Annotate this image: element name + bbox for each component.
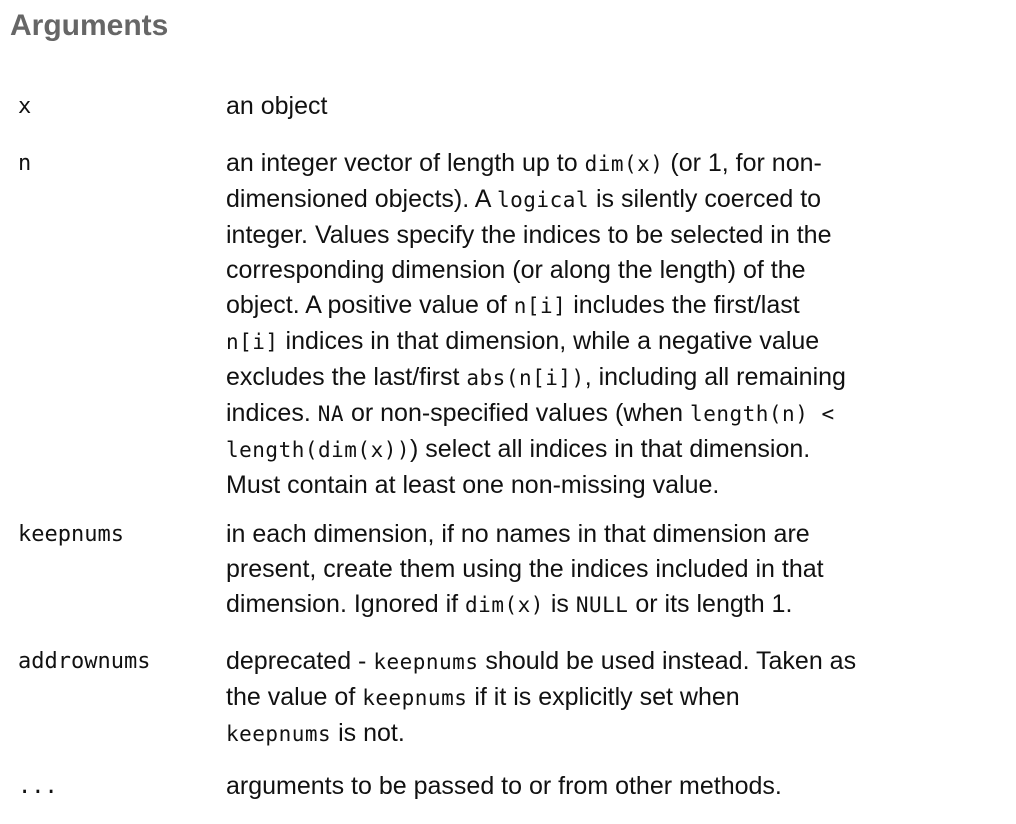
description-text: (or 1, for non-	[663, 149, 822, 177]
description-text: dimensioned objects). A	[226, 185, 497, 213]
inline-code: dim(x)	[465, 593, 544, 617]
description-text: , including all remaining	[584, 363, 846, 391]
description-line	[226, 253, 1006, 288]
description-text: ) select all indices in that dimension.	[410, 435, 811, 463]
description-text: object. A positive value of	[226, 291, 514, 319]
description-line	[226, 680, 1006, 716]
arg-desc-n	[226, 146, 1006, 503]
inline-code: n[i]	[513, 294, 567, 318]
description-text: an object	[226, 92, 328, 120]
description-text: indices in that dimension, while a negative value	[278, 327, 820, 355]
description-text: an integer vector of length up to	[226, 149, 585, 177]
inline-code: NULL	[575, 593, 629, 617]
description-line	[226, 360, 1006, 396]
inline-code: keepnums	[362, 686, 468, 710]
description-text: or non-specified values (when	[344, 399, 691, 427]
inline-code: keepnums	[373, 650, 479, 674]
arg-name-addrownums: addrownums	[18, 649, 151, 674]
description-line	[226, 146, 1006, 182]
description-text: is	[543, 590, 576, 618]
arg-desc-x	[226, 89, 1006, 124]
section-heading: Arguments	[10, 9, 169, 42]
description-text: excludes the last/first	[226, 363, 467, 391]
description-line	[226, 324, 1006, 360]
inline-code: length(dim(x))	[226, 438, 411, 462]
inline-code: NA	[317, 402, 345, 426]
description-text: in each dimension, if no names in that dimension are	[226, 520, 810, 548]
description-line	[226, 288, 1006, 324]
arg-desc-dots	[226, 769, 1006, 804]
description-text: if it is explicitly set when	[467, 683, 740, 711]
inline-code: n[i]	[226, 330, 279, 354]
inline-code: logical	[497, 188, 590, 212]
description-text: indices.	[226, 399, 318, 427]
arg-desc-keepnums	[226, 517, 1006, 623]
arg-name-x: x	[18, 94, 32, 119]
description-text: Must contain at least one non-missing value.	[226, 471, 720, 499]
description-text: present, create them using the indices included in that	[226, 555, 824, 583]
description-text: is silently coerced to	[589, 185, 822, 213]
description-line	[226, 432, 1006, 468]
description-line	[226, 716, 1006, 752]
arg-name-keepnums: keepnums	[18, 522, 124, 547]
description-text: arguments to be passed to or from other methods.	[226, 772, 782, 800]
description-line	[226, 644, 1006, 680]
inline-code: abs(n[i])	[466, 366, 585, 390]
description-line	[226, 769, 1006, 804]
description-line	[226, 552, 1006, 587]
description-text: the value of	[226, 683, 363, 711]
description-text: dimension. Ignored if	[226, 590, 466, 618]
description-line	[226, 89, 1006, 124]
description-text: corresponding dimension (or along the length) of the	[226, 256, 806, 284]
description-line	[226, 468, 1006, 503]
arg-name-n: n	[18, 151, 32, 176]
description-line	[226, 218, 1006, 253]
arg-desc-addrownums	[226, 644, 1006, 752]
description-text: includes the first/last	[566, 291, 800, 319]
inline-code: dim(x)	[584, 152, 664, 176]
inline-code: keepnums	[226, 722, 332, 746]
description-text: is not.	[331, 719, 405, 747]
arg-name-dots: ...	[18, 774, 58, 799]
inline-code: length(n) <	[690, 402, 835, 426]
description-line	[226, 517, 1006, 552]
description-text: integer. Values specify the indices to be selected in the	[226, 221, 832, 249]
description-text: deprecated -	[226, 647, 374, 675]
description-text: or its length 1.	[628, 590, 793, 618]
description-line	[226, 182, 1006, 218]
description-text: should be used instead. Taken as	[478, 647, 857, 675]
description-line	[226, 587, 1006, 623]
description-line	[226, 396, 1006, 432]
